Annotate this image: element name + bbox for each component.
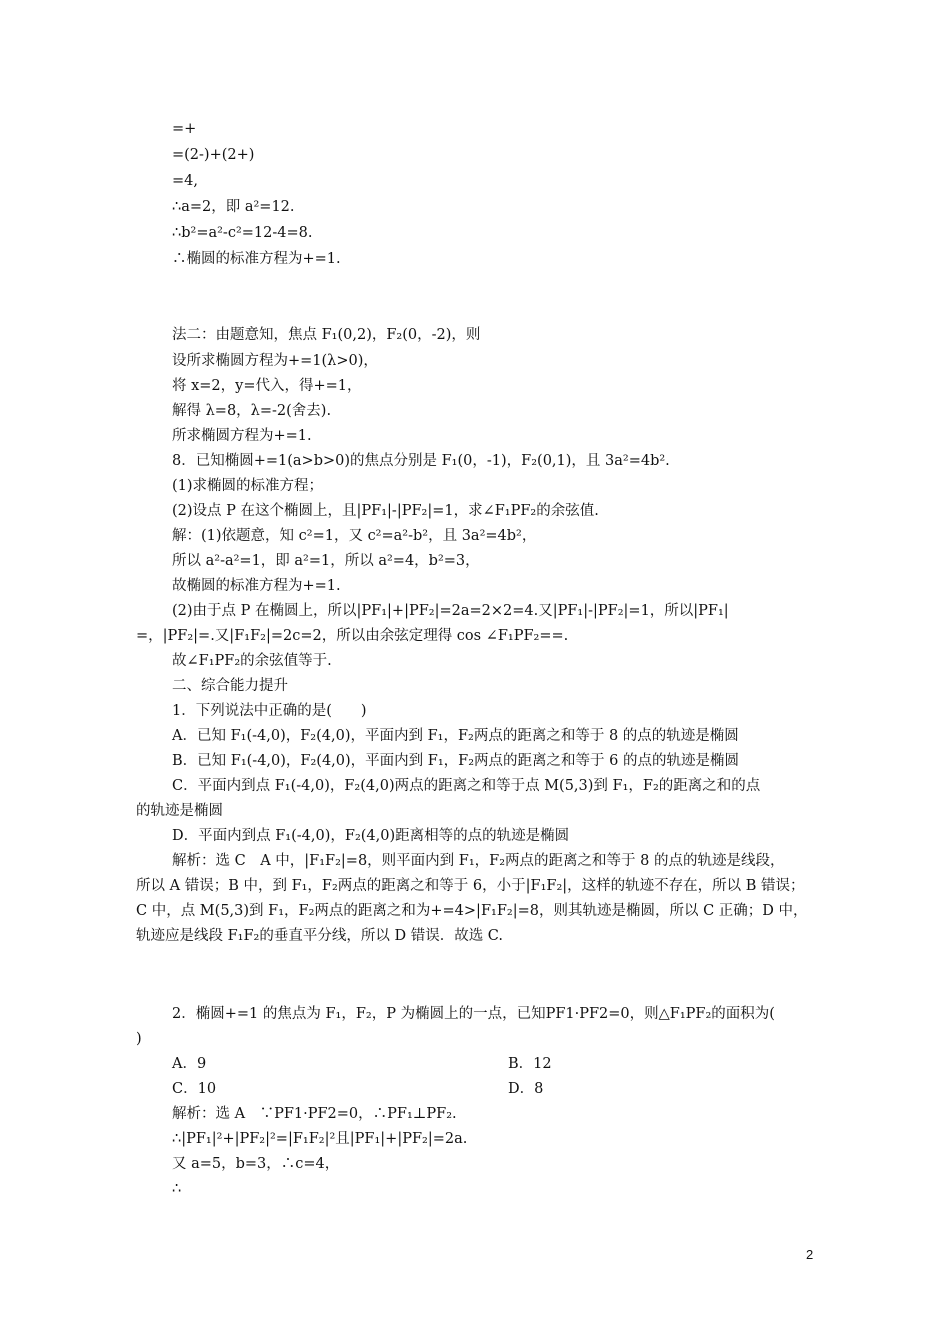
- option: C．10: [172, 1081, 217, 1097]
- question: 1．下列说法中正确的是( ): [172, 703, 367, 719]
- text-line: 的轨迹是椭圆: [136, 803, 223, 819]
- option: A．已知 F₁(-4,0)，F₂(4,0)，平面内到 F₁，F₂两点的距离之和等于 8 的点的轨迹是椭圆: [172, 728, 739, 744]
- text-line: 法二：由题意知，焦点 F₁(0,2)，F₂(0，-2)，则: [172, 327, 481, 343]
- text-line: 解：(1)依题意，知 c²=1，又 c²=a²-b²，且 3a²=4b²，: [172, 528, 537, 544]
- text-line: 轨迹应是线段 F₁F₂的垂直平分线，所以 D 错误．故选 C.: [136, 928, 503, 944]
- text-line: (2)由于点 P 在椭圆上，所以|PF₁|+|PF₂|=2a=2×2=4.又|PF₁|-|PF₂|=1，所以|PF₁|: [172, 603, 729, 619]
- text-line: =，|PF₂|=.又|F₁F₂|=2c=2，所以由余弦定理得 cos ∠F₁PF₂==.: [136, 628, 569, 644]
- text-line: =+: [172, 121, 197, 137]
- text-line: 故∠F₁PF₂的余弦值等于.: [172, 653, 332, 669]
- text-line: 又 a=5，b=3，∴c=4，: [172, 1156, 340, 1172]
- option: C．平面内到点 F₁(-4,0)，F₂(4,0)两点的距离之和等于点 M(5,3)到 F₁，F₂的距离之和的点: [172, 778, 761, 794]
- text-line: 设所求椭圆方程为+=1(λ>0)，: [172, 353, 378, 369]
- section-heading: 二、综合能力提升: [172, 678, 288, 694]
- text-line: ∴a=2，即 a²=12.: [172, 199, 295, 215]
- option: D．平面内到点 F₁(-4,0)，F₂(4,0)距离相等的点的轨迹是椭圆: [172, 828, 570, 844]
- text-line: (2)设点 P 在这个椭圆上，且|PF₁|-|PF₂|=1，求∠F₁PF₂的余弦值.: [172, 503, 599, 519]
- text-line: 将 x=2，y=代入，得+=1，: [172, 378, 362, 394]
- option: D．8: [508, 1081, 544, 1097]
- text-line: 所以 A 错误；B 中，到 F₁，F₂两点的距离之和等于 6，小于|F₁F₂|，这样的轨迹不存在，所以 B 错误；: [136, 878, 805, 894]
- page-number: 2: [806, 1247, 814, 1262]
- text-line: 所求椭圆方程为+=1.: [172, 428, 312, 444]
- text-line: (1)求椭圆的标准方程；: [172, 478, 324, 494]
- text-line: 解得 λ=8，λ=-2(舍去).: [172, 403, 332, 419]
- text-line: 所以 a²-a²=1，即 a²=1，所以 a²=4，b²=3，: [172, 553, 480, 569]
- question: 2．椭圆+=1 的焦点为 F₁，F₂，P 为椭圆上的一点，已知PF1·PF2=0，则△F₁PF₂的面积为(: [172, 1006, 775, 1022]
- text-line: =(2-)+(2+): [172, 147, 255, 163]
- text-line: ∴|PF₁|²+|PF₂|²=|F₁F₂|²且|PF₁|+|PF₂|=2a.: [172, 1131, 468, 1147]
- text-line: ∴: [172, 1181, 182, 1197]
- option: B．12: [508, 1056, 552, 1072]
- text-line: 故椭圆的标准方程为+=1.: [172, 578, 341, 594]
- option: A．9: [172, 1056, 207, 1072]
- text-line: C 中，点 M(5,3)到 F₁，F₂两点的距离之和为+=4>|F₁F₂|=8，则其轨迹是椭圆，所以 C 正确；D 中，: [136, 903, 808, 919]
- text-line: =4,: [172, 173, 198, 189]
- text-line: 解析：选 A ∵PF1·PF2=0，∴PF₁⊥PF₂.: [172, 1106, 457, 1122]
- text-line: ): [136, 1031, 142, 1047]
- text-line: ∴b²=a²-c²=12-4=8.: [172, 225, 313, 241]
- text-line: ∴椭圆的标准方程为+=1.: [172, 251, 341, 267]
- option: B．已知 F₁(-4,0)，F₂(4,0)，平面内到 F₁，F₂两点的距离之和等于 6 的点的轨迹是椭圆: [172, 753, 739, 769]
- text-line: 8．已知椭圆+=1(a>b>0)的焦点分别是 F₁(0，-1)，F₂(0,1)，且 3a²=4b².: [172, 453, 670, 469]
- text-line: 解析：选 C A 中，|F₁F₂|=8，则平面内到 F₁，F₂两点的距离之和等于 8 的点的轨迹是线段，: [172, 853, 785, 869]
